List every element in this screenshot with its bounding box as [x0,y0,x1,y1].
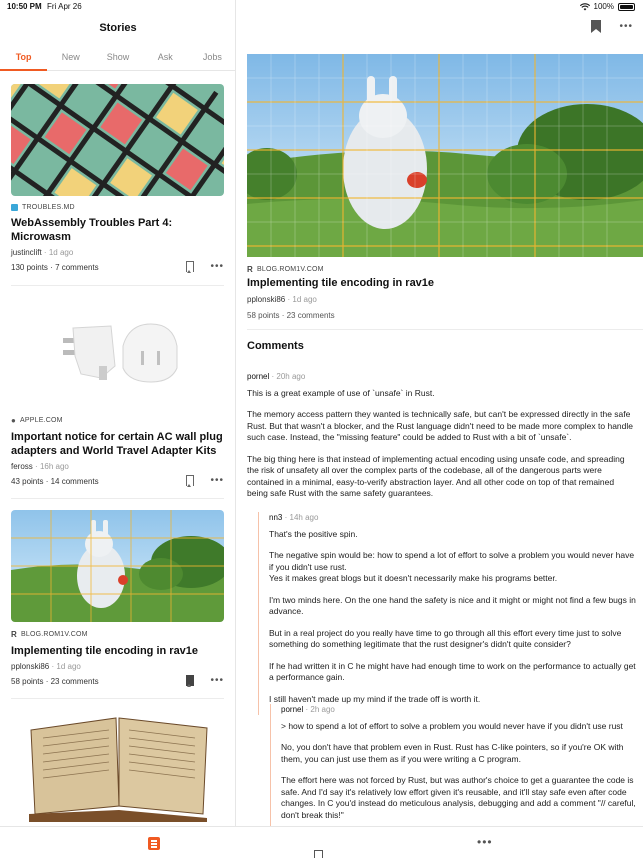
bottom-tab-bar [0,826,643,858]
tab-jobs[interactable]: Jobs [202,52,222,62]
site-favicon-icon [11,204,18,211]
detail-source: R BLOG.ROM1V.COM [247,265,324,274]
story-hero-image [247,54,643,257]
more-icon[interactable]: ••• [210,261,224,272]
comment-paragraph: If he had written it in C he might have had enough time to work on the performance to actually get a performance gain. [269,660,636,682]
tab-new[interactable]: New [61,52,80,62]
story-stats: 58 points · 23 comments ••• [11,675,224,686]
story-stats: 43 points · 14 comments ••• [11,475,224,486]
story-title[interactable]: Important notice for certain AC wall plug adapters and World Travel Adapter Kits [11,431,223,457]
comment-paragraph: That's the positive spin. [269,528,358,539]
detail-title[interactable]: Implementing tile encoding in rav1e [247,277,435,289]
comment-reply [270,704,638,826]
more-tab-icon[interactable]: ••• [477,835,493,849]
comment-reply [258,512,636,715]
stories-title: Stories [99,22,137,34]
story-thumbnail [11,84,224,196]
comment-paragraph: I still haven't made up my mind if the trade off is worth it. [269,693,481,704]
comment-paragraph: The big thing here is that instead of implementing actual encoding using unsafe code, and spreading the risk of unsafety all over the complex parts of the codebase, all of the dangerous parts were contained in a minimal, easy-to-verify abstraction layer. And all other code on top of that remained being safe Rust with the same safety guarantees. [247,453,625,498]
comment [247,371,633,510]
comment-author: nn3 · 14h ago [269,513,319,522]
story-byline: pplonski86 · 1d ago [11,662,81,671]
tab-top[interactable]: Top [0,47,47,70]
story-byline: justinclift · 1d ago [11,248,74,257]
comment-paragraph: The effort here was not forced by Rust, but was author's choice to get a guarantee the code is safe. And I'd say it's relatively low effort given it's reusable, and it'll stay safe even after code changes. In C you'd instead do meticulous analysis, debugging and add a comment "// careful, don't break this!" [281,775,636,820]
more-icon[interactable]: ••• [210,475,224,486]
tab-show[interactable]: Show [106,52,130,62]
more-icon[interactable]: ••• [619,21,633,32]
story-source: ● APPLE.COM [11,416,63,425]
more-icon[interactable]: ••• [210,675,224,686]
detail-stats: 58 points · 23 comments [247,311,335,320]
story-byline: feross · 16h ago [11,462,69,471]
detail-toolbar [591,20,633,33]
story-title[interactable]: Implementing tile encoding in rav1e [11,645,199,657]
story-thumbnail [11,510,224,622]
bookmarks-tab-icon[interactable] [314,850,323,858]
story-title[interactable]: WebAssembly Troubles Part 4: Microwasm [11,217,173,243]
bookmark-filled-icon[interactable] [186,675,194,686]
apple-icon: ● [11,416,17,425]
tab-ask[interactable]: Ask [157,52,173,62]
story-stats: 130 points · 7 comments ••• [11,261,224,272]
site-favicon-icon: R [11,630,17,639]
stories-tab-icon[interactable] [148,837,160,850]
story-card[interactable] [11,510,224,686]
status-time: 10:50 PM [7,2,42,11]
comments-heading: Comments [247,340,304,352]
bookmark-icon[interactable] [186,261,194,272]
detail-byline: pplonski86 · 1d ago [247,295,317,304]
story-card[interactable] [11,296,224,486]
story-divider [11,498,224,499]
comment-author: pornel · 20h ago [247,372,306,381]
bookmark-icon[interactable] [186,475,194,486]
status-date: Fri Apr 26 [47,2,82,11]
detail-divider [247,329,643,330]
story-source: TROUBLES.MD [11,204,224,211]
story-card[interactable] [11,84,224,272]
comment-paragraph: This is a great example of use of `unsafe` in Rust. [247,387,435,398]
comment-author: pornel · 2h ago [281,705,335,714]
comment-paragraph: > how to spend a lot of effort to solve a problem you would never have if you didn't use rust [281,720,623,731]
story-tabs [0,47,236,71]
bookmark-icon[interactable] [591,20,601,33]
stories-list-pane [0,0,236,826]
story-card[interactable] [11,710,224,822]
comment-paragraph: I'm two minds here. On the one hand the safety is nice and it might or might not find a few bugs in advance. [269,594,636,616]
comment-paragraph: The memory access pattern they wanted is technically safe, but can't be expressed directly in the safe Rust. But that wasn't a blocker, and the Rust language didn't need to be made more complex to handle such case. Instead, the "missing feature" could be added to Rust with a bit of `unsafe`. [247,409,633,442]
story-thumbnail [11,296,224,408]
story-divider [11,285,224,286]
battery-percent: 100% [593,2,614,11]
site-favicon-icon: R [247,265,253,274]
story-thumbnail [11,710,224,822]
story-divider [11,698,224,699]
comment-paragraph: No, you don't have that problem even in Rust. Rust has C-like pointers, so if you're OK with them, you can just use them as if you were writing a C program. [281,742,624,764]
comment-paragraph: But in a real project do you really have time to go through all this effort every time just to solve something do something legitimate that the rust designer's didn't quite consider? [269,627,622,649]
comment-paragraph: The negative spin would be: how to spend a lot of effort to solve a problem you would never have if you didn't use rust. Yes it makes great blogs but it doesn't necessarily make his programs better. [269,550,635,583]
story-source: R BLOG.ROM1V.COM [11,630,88,639]
story-detail-pane [236,0,643,826]
